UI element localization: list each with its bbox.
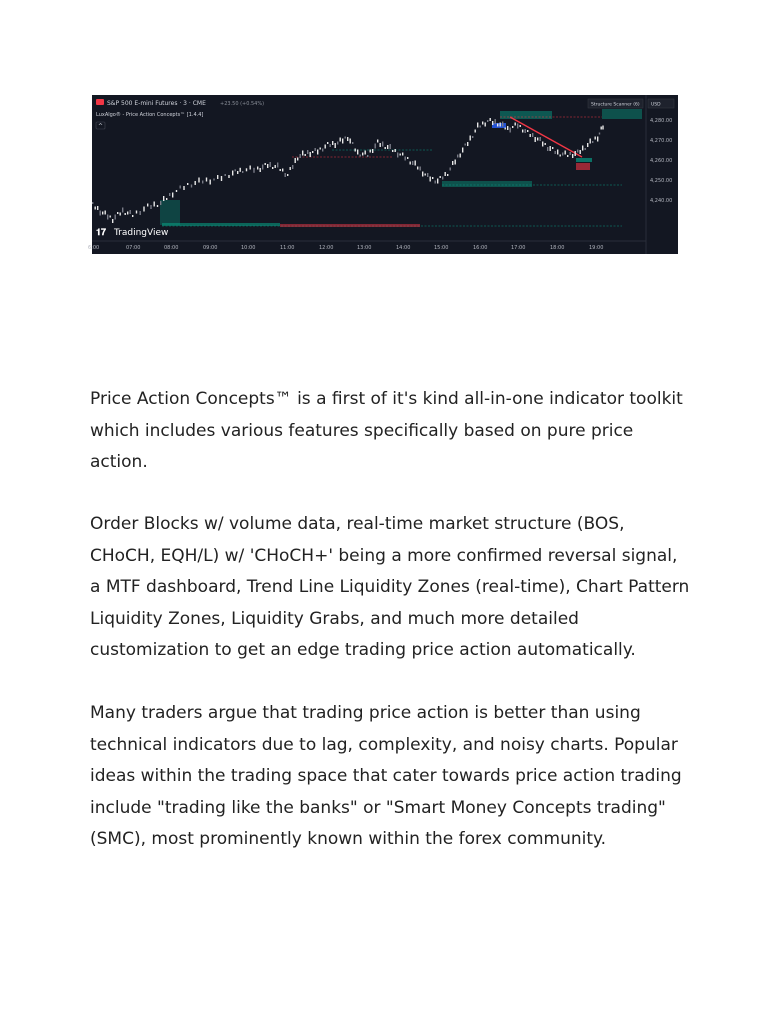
candle — [580, 150, 581, 154]
candle — [432, 177, 433, 179]
exchange-icon — [96, 99, 104, 105]
candle — [495, 119, 496, 124]
candle — [330, 144, 331, 147]
supply-zone — [576, 163, 590, 170]
candle — [127, 212, 128, 215]
candle — [575, 151, 576, 156]
candle — [397, 153, 398, 158]
candle — [198, 178, 199, 183]
candle — [390, 144, 391, 149]
price-tick-label: 4,260.00 — [650, 158, 673, 164]
candle — [482, 122, 483, 125]
candle — [297, 158, 298, 161]
candle — [180, 186, 181, 189]
candle — [380, 143, 381, 147]
candle — [272, 167, 273, 169]
candle — [422, 172, 423, 177]
candle — [147, 204, 148, 207]
candle — [187, 183, 188, 185]
time-tick-label: 07:00 — [126, 245, 141, 251]
candle — [130, 210, 131, 214]
candle — [325, 145, 326, 149]
candle — [115, 215, 116, 220]
time-tick-label: 12:00 — [319, 245, 334, 251]
candle — [577, 150, 578, 153]
candle — [560, 155, 561, 157]
candle — [95, 207, 96, 210]
candle — [537, 138, 538, 141]
candle — [410, 162, 411, 165]
candle — [285, 173, 286, 177]
time-tick-label: 11:00 — [280, 245, 295, 251]
indicator-label: LuxAlgo® - Price Action Concepts™ [1.4.4] — [96, 112, 204, 118]
candle — [515, 123, 516, 126]
candle — [160, 201, 161, 205]
time-tick-label: 17:00 — [511, 245, 526, 251]
candle — [235, 169, 236, 171]
candle — [143, 207, 144, 212]
instrument-change: +23.50 (+0.54%) — [220, 101, 265, 107]
currency-label: USD — [651, 102, 661, 108]
paragraph-text: Price Action Concepts™ is a first of it's kind all-in-one indicator toolkit which includes various features specifically based on pure price action. — [90, 389, 683, 472]
time-tick-label: 13:00 — [357, 245, 372, 251]
candle — [253, 168, 254, 173]
candle — [382, 142, 383, 147]
candle — [527, 130, 528, 132]
candle — [415, 161, 416, 166]
paragraph-2 — [90, 509, 690, 667]
candle — [332, 141, 333, 145]
candle — [530, 134, 531, 137]
candle — [292, 165, 293, 169]
candle — [105, 211, 106, 215]
candle — [420, 167, 421, 171]
candle — [154, 202, 155, 207]
candle — [372, 149, 373, 153]
price-tick-label: 4,270.00 — [650, 138, 673, 144]
candle — [595, 137, 596, 140]
candle — [465, 144, 466, 146]
candle — [280, 169, 281, 171]
candle — [112, 219, 113, 223]
candle — [472, 136, 473, 138]
candle — [337, 142, 338, 145]
order-block-top — [500, 111, 552, 119]
candle — [492, 121, 493, 125]
candle — [260, 168, 261, 172]
candle — [557, 150, 558, 155]
candle — [305, 154, 306, 156]
candle — [412, 161, 413, 165]
candle — [592, 141, 593, 143]
candle — [442, 177, 443, 180]
paragraph-3 — [90, 698, 690, 856]
time-tick-label: 15:00 — [434, 245, 449, 251]
candle — [601, 127, 602, 130]
candle — [287, 174, 288, 176]
candle — [169, 193, 170, 196]
candle — [452, 161, 453, 165]
candle — [430, 177, 431, 182]
candle — [228, 175, 229, 178]
candle — [191, 185, 192, 188]
candle — [392, 150, 393, 152]
candle — [302, 151, 303, 156]
candle — [136, 211, 137, 214]
candle — [585, 148, 586, 150]
candle — [277, 163, 278, 168]
candle — [317, 150, 318, 155]
candle — [525, 129, 526, 133]
candle — [163, 196, 164, 201]
candle — [477, 123, 478, 128]
time-tick-label: 16:00 — [473, 245, 488, 251]
time-tick-label: 08:00 — [164, 245, 179, 251]
chevron-up-icon: ^ — [98, 123, 104, 130]
time-tick-label: 19:00 — [589, 245, 604, 251]
candle — [262, 165, 263, 170]
candle — [290, 167, 291, 170]
candle — [122, 208, 123, 213]
candle — [282, 169, 283, 172]
candle — [599, 133, 600, 135]
candle — [407, 157, 408, 159]
candle — [335, 143, 336, 148]
candle — [172, 193, 173, 198]
candle — [365, 151, 366, 155]
candle — [517, 124, 518, 129]
candle — [102, 212, 103, 215]
candle — [355, 149, 356, 152]
candle — [132, 215, 133, 217]
candle — [327, 142, 328, 144]
candle — [357, 150, 358, 155]
candle — [387, 145, 388, 149]
time-tick-label: 09:00 — [203, 245, 218, 251]
candle — [265, 163, 266, 165]
candle — [347, 137, 348, 141]
candle — [352, 142, 353, 144]
candle — [507, 126, 508, 130]
candle — [497, 124, 498, 127]
candle — [462, 148, 463, 153]
candle — [590, 139, 591, 144]
candle — [232, 171, 233, 176]
candle — [535, 137, 536, 142]
candle — [400, 154, 401, 156]
candle — [195, 181, 196, 185]
time-tick-label: 6:00 — [88, 245, 100, 251]
candle — [405, 157, 406, 161]
candle — [375, 144, 376, 149]
candle — [427, 173, 428, 177]
supply-line-low — [280, 224, 420, 227]
candle — [183, 186, 184, 190]
candle — [502, 122, 503, 127]
candle — [100, 211, 101, 216]
candle — [246, 168, 247, 171]
candle — [490, 118, 491, 121]
candle — [140, 211, 141, 215]
candle — [545, 143, 546, 145]
candle — [312, 151, 313, 153]
candle — [92, 202, 93, 204]
candle — [597, 137, 598, 142]
candle — [417, 167, 418, 170]
candle — [460, 154, 461, 158]
candle — [540, 137, 541, 141]
candle — [345, 137, 346, 139]
chart-screenshot — [88, 95, 678, 254]
candle — [300, 154, 301, 158]
candle — [322, 149, 323, 152]
candle — [450, 168, 451, 171]
candle — [257, 167, 258, 170]
candle — [125, 213, 126, 215]
price-tick-label: 4,280.00 — [650, 118, 673, 124]
paragraph-1 — [90, 384, 690, 479]
candle — [270, 162, 271, 167]
candle — [117, 212, 118, 214]
candle — [310, 152, 311, 157]
candle — [435, 181, 436, 184]
candle — [97, 206, 98, 210]
candle — [367, 155, 368, 157]
candle — [217, 175, 218, 179]
candle — [455, 160, 456, 165]
candle — [522, 130, 523, 133]
tradingview-logo-icon: 𝟏𝟕 — [96, 228, 107, 238]
candle — [555, 151, 556, 154]
candle — [221, 176, 222, 181]
candle — [500, 123, 501, 127]
candle — [362, 153, 363, 156]
candle — [550, 146, 551, 151]
candle — [512, 126, 513, 128]
candle — [480, 126, 481, 128]
candle — [520, 125, 521, 127]
candle — [350, 139, 351, 144]
candle — [385, 147, 386, 149]
time-tick-label: 10:00 — [241, 245, 256, 251]
tradingview-brand: TradingView — [114, 228, 169, 238]
candle — [425, 174, 426, 176]
time-tick-label: 18:00 — [550, 245, 565, 251]
candle — [447, 174, 448, 176]
chart-svg — [88, 95, 678, 254]
candle — [437, 179, 438, 184]
candle — [342, 139, 343, 144]
candle — [547, 147, 548, 151]
candle — [395, 149, 396, 152]
candle — [377, 140, 378, 143]
candle — [307, 150, 308, 154]
candle — [542, 142, 543, 147]
candle — [340, 138, 341, 142]
candle — [587, 143, 588, 147]
liquidity-zone-low — [162, 223, 280, 226]
candle — [166, 198, 167, 200]
candle — [210, 180, 211, 185]
candle — [150, 205, 151, 209]
candle — [206, 178, 207, 182]
order-block-right — [602, 109, 642, 119]
paragraph-text: Order Blocks w/ volume data, real-time market structure (BOS, CHoCH, EQH/L) w/ 'CHoCH+' being a more confirmed reversal signal, a MTF dashboard, Trend Line Liquidity Zones (real-time), Chart Pattern Liquidity Zones, Liquidity Grabs, and much more detailed customization to get an edge trading price action automatically. — [90, 514, 690, 660]
candle — [157, 205, 158, 207]
candle — [510, 128, 511, 133]
candle — [242, 171, 243, 173]
time-tick-label: 14:00 — [396, 245, 411, 251]
candle — [295, 158, 296, 163]
bos-marker — [492, 123, 506, 128]
candle — [225, 174, 226, 176]
candle — [275, 165, 276, 168]
candle — [470, 136, 471, 141]
candle — [360, 155, 361, 157]
instrument-title: S&P 500 E-mini Futures · 3 · CME — [107, 100, 206, 107]
candle — [552, 147, 553, 149]
candle — [467, 142, 468, 146]
demand-zone-right — [576, 158, 592, 162]
candle — [485, 123, 486, 127]
candle — [505, 128, 506, 130]
candle — [572, 154, 573, 158]
candle — [250, 166, 251, 170]
candle — [176, 190, 177, 192]
candle — [213, 179, 214, 181]
candle — [570, 152, 571, 155]
candle — [370, 150, 371, 153]
candle — [532, 133, 533, 137]
candle — [567, 155, 568, 157]
candle — [602, 126, 603, 130]
price-tick-label: 4,250.00 — [650, 178, 673, 184]
paragraph-text: Many traders argue that trading price action is better than using technical indicators due to lag, complexity, and noisy charts. Popular ideas within the trading space that cater towards price action trading include "trading like the banks" or "Smart Money Concepts trading" (SMC), most prominently known within the forex community. — [90, 703, 682, 849]
candle — [320, 148, 321, 150]
structure-scanner-label: Structure Scanner (6) — [591, 102, 640, 108]
demand-zone — [160, 200, 180, 225]
candle — [120, 213, 121, 216]
candle — [202, 181, 203, 184]
candle — [582, 146, 583, 151]
price-tick-label: 4,240.00 — [650, 198, 673, 204]
candle — [562, 153, 563, 156]
candle — [237, 171, 238, 174]
candle — [487, 120, 488, 122]
candle — [107, 215, 108, 220]
candle — [267, 164, 268, 168]
order-block-bull — [442, 181, 532, 187]
candle — [565, 151, 566, 155]
candle — [457, 155, 458, 158]
candle — [315, 148, 316, 151]
candle — [402, 153, 403, 156]
candle — [440, 176, 441, 178]
candle — [445, 172, 446, 176]
candle — [240, 168, 241, 172]
candle — [475, 130, 476, 133]
candle — [110, 216, 111, 218]
